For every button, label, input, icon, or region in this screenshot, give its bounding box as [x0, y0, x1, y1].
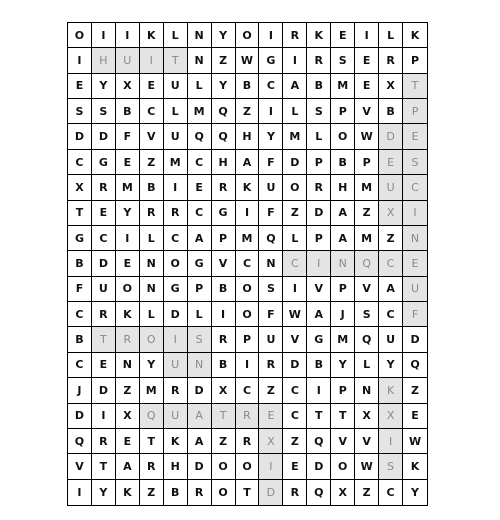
grid-cell[interactable]: I — [92, 23, 116, 48]
grid-cell[interactable]: A — [331, 201, 355, 226]
grid-cell[interactable]: I — [236, 353, 260, 378]
grid-cell[interactable]: S — [307, 99, 331, 124]
grid-cell[interactable]: F — [259, 150, 283, 175]
grid-cell[interactable]: T — [164, 48, 188, 73]
grid-cell[interactable]: D — [68, 124, 92, 149]
grid-cell[interactable]: B — [140, 175, 164, 200]
grid-cell[interactable]: U — [164, 74, 188, 99]
grid-cell[interactable]: I — [355, 23, 379, 48]
grid-cell[interactable]: E — [140, 74, 164, 99]
grid-cell[interactable]: I — [259, 23, 283, 48]
grid-cell[interactable]: A — [236, 150, 260, 175]
grid-cell[interactable]: L — [307, 124, 331, 149]
grid-cell[interactable]: H — [331, 175, 355, 200]
grid-cell[interactable]: K — [236, 175, 260, 200]
grid-cell[interactable]: Q — [188, 124, 212, 149]
grid-cell[interactable]: G — [92, 150, 116, 175]
grid-cell[interactable]: M — [188, 99, 212, 124]
grid-cell[interactable]: A — [188, 429, 212, 454]
grid-cell[interactable]: G — [307, 327, 331, 352]
grid-cell[interactable]: B — [331, 150, 355, 175]
grid-cell[interactable]: S — [92, 99, 116, 124]
grid-cell[interactable]: Z — [283, 429, 307, 454]
grid-cell[interactable]: O — [68, 23, 92, 48]
grid-cell[interactable]: D — [188, 378, 212, 403]
grid-cell[interactable]: Z — [283, 201, 307, 226]
grid-cell[interactable]: I — [379, 429, 403, 454]
grid-cell[interactable]: S — [188, 327, 212, 352]
grid-cell[interactable]: Q — [307, 429, 331, 454]
grid-cell[interactable]: D — [92, 378, 116, 403]
grid-cell[interactable]: D — [307, 454, 331, 479]
grid-cell[interactable]: D — [403, 327, 427, 352]
grid-cell[interactable]: I — [164, 175, 188, 200]
grid-cell[interactable]: Q — [355, 251, 379, 276]
grid-cell[interactable]: V — [331, 429, 355, 454]
grid-cell[interactable]: O — [331, 124, 355, 149]
grid-cell[interactable]: Z — [212, 429, 236, 454]
grid-cell[interactable]: G — [188, 251, 212, 276]
grid-cell[interactable]: M — [355, 226, 379, 251]
grid-cell[interactable]: X — [116, 404, 140, 429]
grid-cell[interactable]: U — [164, 124, 188, 149]
grid-cell[interactable]: O — [140, 327, 164, 352]
grid-cell[interactable]: A — [283, 74, 307, 99]
grid-cell[interactable]: I — [212, 302, 236, 327]
grid-cell[interactable]: X — [355, 404, 379, 429]
grid-cell[interactable]: O — [212, 454, 236, 479]
grid-cell[interactable]: H — [164, 454, 188, 479]
grid-cell[interactable]: O — [116, 277, 140, 302]
grid-cell[interactable]: N — [188, 23, 212, 48]
grid-cell[interactable]: H — [92, 48, 116, 73]
grid-cell[interactable]: Z — [355, 480, 379, 505]
grid-cell[interactable]: D — [68, 404, 92, 429]
grid-cell[interactable]: G — [164, 277, 188, 302]
grid-cell[interactable]: D — [92, 124, 116, 149]
grid-cell[interactable]: G — [259, 48, 283, 73]
grid-cell[interactable]: S — [379, 454, 403, 479]
grid-cell[interactable]: C — [379, 302, 403, 327]
grid-cell[interactable]: T — [403, 74, 427, 99]
grid-cell[interactable]: V — [355, 277, 379, 302]
grid-cell[interactable]: L — [164, 23, 188, 48]
grid-cell[interactable]: M — [164, 150, 188, 175]
grid-cell[interactable]: Y — [403, 480, 427, 505]
grid-cell[interactable]: Q — [212, 124, 236, 149]
grid-cell[interactable]: Y — [259, 124, 283, 149]
grid-cell[interactable]: W — [236, 48, 260, 73]
grid-cell[interactable]: P — [236, 327, 260, 352]
grid-cell[interactable]: T — [236, 480, 260, 505]
grid-cell[interactable]: C — [236, 378, 260, 403]
grid-cell[interactable]: X — [379, 404, 403, 429]
grid-cell[interactable]: B — [116, 99, 140, 124]
grid-cell[interactable]: C — [283, 251, 307, 276]
grid-cell[interactable]: C — [140, 99, 164, 124]
grid-cell[interactable]: Y — [92, 74, 116, 99]
grid-cell[interactable]: C — [403, 175, 427, 200]
grid-cell[interactable]: E — [355, 48, 379, 73]
grid-cell[interactable]: W — [355, 124, 379, 149]
grid-cell[interactable]: L — [140, 302, 164, 327]
grid-cell[interactable]: R — [212, 327, 236, 352]
grid-cell[interactable]: E — [116, 251, 140, 276]
grid-cell[interactable]: G — [212, 201, 236, 226]
grid-cell[interactable]: Z — [236, 99, 260, 124]
grid-cell[interactable]: I — [92, 404, 116, 429]
grid-cell[interactable]: R — [164, 378, 188, 403]
grid-cell[interactable]: R — [116, 327, 140, 352]
grid-cell[interactable]: Y — [212, 23, 236, 48]
grid-cell[interactable]: Q — [140, 404, 164, 429]
grid-cell[interactable]: B — [307, 74, 331, 99]
grid-cell[interactable]: V — [355, 99, 379, 124]
word-search-grid — [67, 22, 428, 506]
grid-cell[interactable]: E — [403, 404, 427, 429]
grid-cell[interactable]: D — [283, 353, 307, 378]
grid-cell[interactable]: R — [236, 429, 260, 454]
grid-cell[interactable]: P — [331, 99, 355, 124]
grid-cell[interactable]: P — [331, 277, 355, 302]
grid-cell[interactable]: S — [68, 99, 92, 124]
grid-cell[interactable]: B — [164, 480, 188, 505]
grid-cell[interactable]: W — [283, 302, 307, 327]
grid-cell[interactable]: N — [188, 353, 212, 378]
grid-cell[interactable]: P — [188, 277, 212, 302]
grid-cell[interactable]: V — [355, 429, 379, 454]
grid-cell[interactable]: K — [379, 378, 403, 403]
grid-cell[interactable]: E — [116, 429, 140, 454]
grid-cell[interactable]: R — [188, 480, 212, 505]
grid-cell[interactable]: B — [212, 277, 236, 302]
grid-cell[interactable]: S — [355, 302, 379, 327]
grid-cell[interactable]: D — [259, 480, 283, 505]
grid-cell[interactable]: R — [92, 175, 116, 200]
grid-cell[interactable]: N — [140, 251, 164, 276]
grid-cell[interactable]: R — [307, 48, 331, 73]
grid-cell[interactable]: X — [259, 429, 283, 454]
grid-cell[interactable]: U — [92, 277, 116, 302]
grid-cell[interactable]: I — [116, 23, 140, 48]
grid-cell[interactable]: K — [164, 429, 188, 454]
grid-cell[interactable]: E — [92, 353, 116, 378]
grid-cell[interactable]: X — [379, 74, 403, 99]
grid-cell[interactable]: V — [68, 454, 92, 479]
grid-cell[interactable]: Z — [355, 201, 379, 226]
grid-cell[interactable]: M — [236, 226, 260, 251]
grid-cell[interactable]: X — [212, 378, 236, 403]
grid-cell[interactable]: Q — [259, 226, 283, 251]
grid-cell[interactable]: M — [140, 378, 164, 403]
grid-cell[interactable]: N — [140, 277, 164, 302]
grid-cell[interactable]: H — [212, 150, 236, 175]
grid-cell[interactable]: T — [212, 404, 236, 429]
grid-cell[interactable]: R — [92, 429, 116, 454]
grid-cell[interactable]: N — [355, 378, 379, 403]
grid-cell[interactable]: A — [307, 302, 331, 327]
grid-cell[interactable]: Q — [403, 353, 427, 378]
grid-cell[interactable]: B — [212, 353, 236, 378]
grid-cell[interactable]: L — [379, 23, 403, 48]
grid-cell[interactable]: K — [403, 454, 427, 479]
grid-cell[interactable]: L — [355, 353, 379, 378]
grid-cell[interactable]: R — [259, 353, 283, 378]
grid-cell[interactable]: R — [283, 23, 307, 48]
grid-cell[interactable]: R — [140, 201, 164, 226]
grid-cell[interactable]: X — [116, 74, 140, 99]
grid-cell[interactable]: F — [259, 302, 283, 327]
grid-cell[interactable]: O — [236, 302, 260, 327]
grid-cell[interactable]: Z — [379, 226, 403, 251]
grid-cell[interactable]: A — [116, 454, 140, 479]
grid-cell[interactable]: Q — [307, 480, 331, 505]
grid-cell[interactable]: B — [68, 251, 92, 276]
grid-cell[interactable]: E — [403, 251, 427, 276]
grid-cell[interactable]: R — [307, 175, 331, 200]
grid-cell[interactable]: L — [140, 226, 164, 251]
grid-cell[interactable]: T — [92, 327, 116, 352]
grid-cell[interactable]: I — [307, 251, 331, 276]
grid-cell[interactable]: Y — [92, 480, 116, 505]
grid-cell[interactable]: M — [283, 124, 307, 149]
grid-cell[interactable]: C — [68, 150, 92, 175]
grid-cell[interactable]: H — [236, 124, 260, 149]
grid-cell[interactable]: I — [68, 48, 92, 73]
grid-cell[interactable]: Y — [116, 201, 140, 226]
grid-cell[interactable]: Q — [355, 327, 379, 352]
grid-cell[interactable]: O — [236, 277, 260, 302]
grid-cell[interactable]: D — [307, 201, 331, 226]
grid-cell[interactable]: W — [355, 454, 379, 479]
grid-cell[interactable]: R — [236, 404, 260, 429]
grid-cell[interactable]: K — [116, 302, 140, 327]
grid-cell[interactable]: E — [116, 150, 140, 175]
grid-cell[interactable]: O — [283, 175, 307, 200]
grid-cell[interactable]: C — [236, 251, 260, 276]
grid-cell[interactable]: K — [140, 23, 164, 48]
grid-cell[interactable]: I — [236, 201, 260, 226]
grid-cell[interactable]: C — [283, 404, 307, 429]
grid-cell[interactable]: I — [259, 454, 283, 479]
grid-cell[interactable]: I — [259, 99, 283, 124]
grid-cell[interactable]: C — [259, 74, 283, 99]
grid-cell[interactable]: C — [379, 251, 403, 276]
grid-cell[interactable]: A — [188, 226, 212, 251]
grid-cell[interactable]: O — [236, 454, 260, 479]
grid-cell[interactable]: R — [140, 454, 164, 479]
grid-cell[interactable]: S — [403, 150, 427, 175]
grid-cell[interactable]: O — [331, 454, 355, 479]
grid-cell[interactable]: Y — [140, 353, 164, 378]
grid-cell[interactable]: I — [68, 480, 92, 505]
grid-cell[interactable]: L — [164, 99, 188, 124]
grid-cell[interactable]: C — [68, 353, 92, 378]
grid-cell[interactable]: P — [331, 378, 355, 403]
grid-cell[interactable]: Z — [212, 48, 236, 73]
grid-cell[interactable]: O — [212, 480, 236, 505]
grid-cell[interactable]: U — [116, 48, 140, 73]
grid-cell[interactable]: L — [283, 226, 307, 251]
grid-cell[interactable]: E — [379, 150, 403, 175]
grid-cell[interactable]: K — [307, 23, 331, 48]
grid-cell[interactable]: I — [140, 48, 164, 73]
grid-cell[interactable]: D — [92, 251, 116, 276]
grid-cell[interactable]: C — [68, 302, 92, 327]
grid-cell[interactable]: Y — [212, 74, 236, 99]
grid-cell[interactable]: L — [283, 99, 307, 124]
grid-cell[interactable]: J — [68, 378, 92, 403]
grid-cell[interactable]: O — [236, 23, 260, 48]
grid-cell[interactable]: R — [92, 302, 116, 327]
grid-cell[interactable]: X — [331, 480, 355, 505]
grid-cell[interactable]: I — [403, 201, 427, 226]
grid-cell[interactable]: Z — [140, 150, 164, 175]
grid-cell[interactable]: E — [283, 454, 307, 479]
grid-cell[interactable]: N — [331, 251, 355, 276]
grid-cell[interactable]: L — [188, 74, 212, 99]
grid-cell[interactable]: U — [403, 277, 427, 302]
grid-cell[interactable]: M — [355, 175, 379, 200]
grid-cell[interactable]: B — [236, 74, 260, 99]
grid-cell[interactable]: B — [307, 353, 331, 378]
grid-cell[interactable]: E — [331, 23, 355, 48]
grid-cell[interactable]: T — [68, 201, 92, 226]
grid-cell[interactable]: M — [116, 175, 140, 200]
grid-cell[interactable]: X — [68, 175, 92, 200]
grid-cell[interactable]: Q — [68, 429, 92, 454]
grid-cell[interactable]: G — [68, 226, 92, 251]
grid-cell[interactable]: C — [188, 150, 212, 175]
grid-cell[interactable]: V — [140, 124, 164, 149]
grid-cell[interactable]: C — [283, 378, 307, 403]
grid-cell[interactable]: C — [379, 480, 403, 505]
grid-cell[interactable]: C — [164, 226, 188, 251]
grid-cell[interactable]: P — [212, 226, 236, 251]
grid-cell[interactable]: D — [188, 454, 212, 479]
grid-cell[interactable]: P — [403, 48, 427, 73]
grid-cell[interactable]: R — [379, 48, 403, 73]
grid-cell[interactable]: V — [283, 327, 307, 352]
grid-cell[interactable]: R — [164, 201, 188, 226]
grid-cell[interactable]: N — [403, 226, 427, 251]
grid-cell[interactable]: J — [331, 302, 355, 327]
grid-cell[interactable]: E — [259, 404, 283, 429]
grid-cell[interactable]: S — [331, 48, 355, 73]
grid-cell[interactable]: S — [259, 277, 283, 302]
grid-cell[interactable]: E — [92, 201, 116, 226]
grid-cell[interactable]: Z — [403, 378, 427, 403]
grid-cell[interactable]: R — [212, 175, 236, 200]
grid-cell[interactable]: M — [331, 74, 355, 99]
grid-cell[interactable]: X — [379, 201, 403, 226]
grid-cell[interactable]: F — [68, 277, 92, 302]
grid-cell[interactable]: A — [379, 277, 403, 302]
grid-cell[interactable]: U — [379, 327, 403, 352]
grid-cell[interactable]: Z — [259, 378, 283, 403]
grid-cell[interactable]: F — [259, 201, 283, 226]
grid-cell[interactable]: V — [307, 277, 331, 302]
grid-cell[interactable]: F — [116, 124, 140, 149]
grid-cell[interactable]: E — [403, 124, 427, 149]
grid-cell[interactable]: Y — [379, 353, 403, 378]
grid-cell[interactable]: U — [164, 404, 188, 429]
grid-cell[interactable]: U — [259, 327, 283, 352]
grid-cell[interactable]: B — [379, 99, 403, 124]
grid-cell[interactable]: I — [283, 277, 307, 302]
grid-cell[interactable]: A — [188, 404, 212, 429]
grid-cell[interactable]: E — [355, 74, 379, 99]
grid-cell[interactable]: T — [92, 454, 116, 479]
grid-cell[interactable]: K — [116, 480, 140, 505]
grid-cell[interactable]: T — [307, 404, 331, 429]
grid-cell[interactable]: P — [307, 226, 331, 251]
grid-cell[interactable]: I — [116, 226, 140, 251]
grid-cell[interactable]: E — [188, 175, 212, 200]
grid-cell[interactable]: D — [283, 150, 307, 175]
grid-cell[interactable]: A — [331, 226, 355, 251]
grid-cell[interactable]: T — [140, 429, 164, 454]
grid-cell[interactable]: Y — [331, 353, 355, 378]
grid-cell[interactable]: Z — [140, 480, 164, 505]
grid-cell[interactable]: F — [403, 302, 427, 327]
grid-cell[interactable]: M — [331, 327, 355, 352]
grid-cell[interactable]: Q — [212, 99, 236, 124]
grid-cell[interactable]: N — [116, 353, 140, 378]
grid-cell[interactable]: B — [68, 327, 92, 352]
grid-cell[interactable]: D — [164, 302, 188, 327]
grid-cell[interactable]: N — [259, 251, 283, 276]
grid-cell[interactable]: I — [307, 378, 331, 403]
grid-cell[interactable]: K — [403, 23, 427, 48]
grid-cell[interactable]: Z — [116, 378, 140, 403]
grid-cell[interactable]: C — [92, 226, 116, 251]
grid-cell[interactable]: P — [355, 150, 379, 175]
grid-cell[interactable]: O — [164, 251, 188, 276]
grid-cell[interactable]: U — [259, 175, 283, 200]
grid-cell[interactable]: P — [403, 99, 427, 124]
grid-cell[interactable]: U — [379, 175, 403, 200]
grid-cell[interactable]: C — [188, 201, 212, 226]
grid-cell[interactable]: D — [379, 124, 403, 149]
grid-cell[interactable]: T — [331, 404, 355, 429]
grid-cell[interactable]: I — [164, 327, 188, 352]
grid-cell[interactable]: U — [164, 353, 188, 378]
grid-cell[interactable]: N — [188, 48, 212, 73]
grid-cell[interactable]: W — [403, 429, 427, 454]
grid-cell[interactable]: I — [283, 48, 307, 73]
grid-cell[interactable]: V — [212, 251, 236, 276]
grid-cell[interactable]: P — [307, 150, 331, 175]
grid-cell[interactable]: E — [68, 74, 92, 99]
grid-cell[interactable]: L — [188, 302, 212, 327]
grid-cell[interactable]: R — [283, 480, 307, 505]
